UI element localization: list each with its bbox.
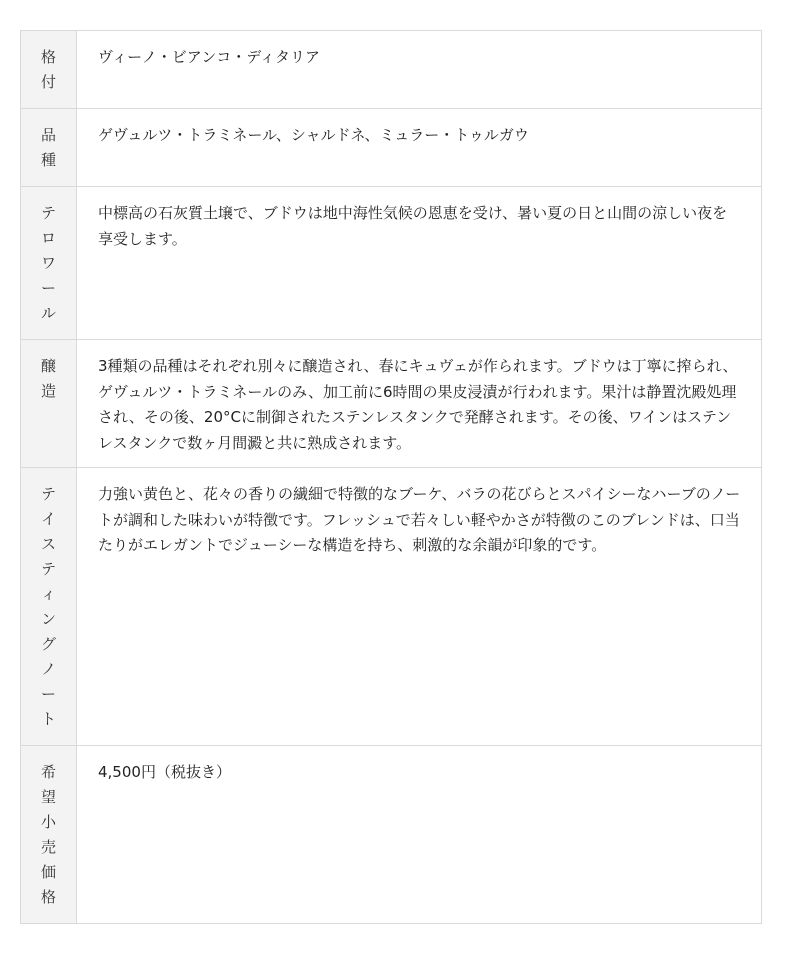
spec-value-variety: ゲヴュルツ・トラミネール、シャルドネ、ミュラー・トゥルガウ: [77, 109, 762, 187]
spec-value-terroir: 中標高の石灰質土壌で、ブドウは地中海性気候の恩恵を受け、暑い夏の日と山間の涼しい夜を享受します。: [77, 187, 762, 340]
spec-row-winemaking: [21, 340, 762, 468]
spec-row-classification: [21, 31, 762, 109]
spec-value-classification: ヴィーノ・ビアンコ・ディタリア: [77, 31, 762, 109]
spec-value-winemaking: 3種類の品種はそれぞれ別々に醸造され、春にキュヴェが作られます。ブドウは丁寧に搾られ、ゲヴュルツ・トラミネールのみ、加工前に6時間の果皮浸漬が行われます。果汁は静置沈殿処理され、その後、20°Cに制御されたステンレスタンクで発酵されます。その後、ワインはステンレスタンクで数ヶ月間澱と共に熟成されます。: [77, 340, 762, 468]
spec-row-tasting-notes: [21, 468, 762, 746]
spec-row-variety: [21, 109, 762, 187]
spec-label-cell: [21, 340, 77, 468]
spec-label-cell: [21, 31, 77, 109]
spec-value-price: 4,500円（税抜き）: [77, 746, 762, 924]
spec-label-price: 希望小売価格: [41, 763, 57, 906]
spec-label-cell: [21, 187, 77, 340]
spec-row-terroir: [21, 187, 762, 340]
spec-label-cell: [21, 746, 77, 924]
spec-label-variety: 品種: [41, 126, 57, 169]
spec-value-tasting-notes: 力強い黄色と、花々の香りの繊細で特徴的なブーケ、バラの花びらとスパイシーなハーブのノートが調和した味わいが特徴です。フレッシュで若々しい軽やかさが特徴のこのブレンドは、口当たりがエレガントでジューシーな構造を持ち、刺激的な余韻が印象的です。: [77, 468, 762, 746]
spec-label-tasting-notes: テイスティングノート: [41, 485, 57, 728]
spec-row-price: [21, 746, 762, 924]
spec-label-winemaking: 醸造: [41, 357, 57, 400]
spec-label-classification: 格付: [41, 48, 57, 91]
wine-spec-table: [20, 30, 762, 924]
spec-label-terroir: テロワール: [41, 204, 57, 322]
spec-label-cell: [21, 109, 77, 187]
spec-label-cell: [21, 468, 77, 746]
